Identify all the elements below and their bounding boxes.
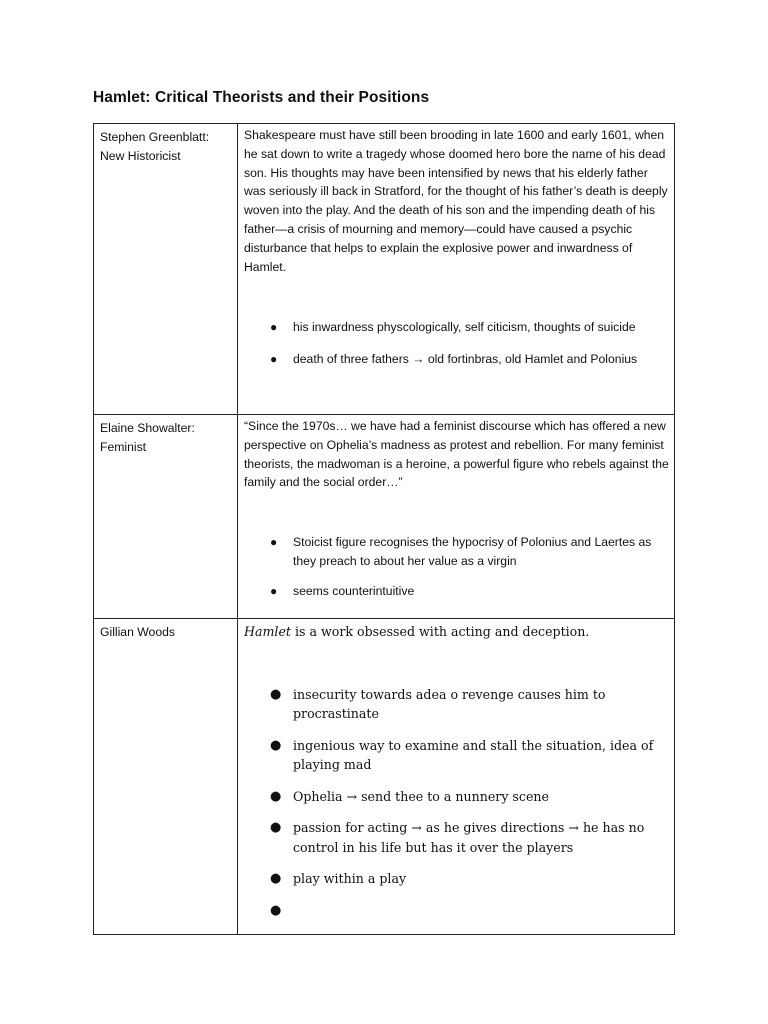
note-text (293, 903, 297, 918)
list-item (270, 787, 669, 807)
note-text: Stoicist figure recognises the hypocrisy of Polonius and Laertes as they preach to about her value as a virgin (293, 535, 652, 568)
note-text: passion for acting → as he gives directions → he has no control in his life but has it over the players (293, 820, 645, 855)
list-item (270, 818, 669, 857)
position-quote: Shakespeare must have still been brooding in late 1600 and early 1601, when he sat down to write a tragedy whose doomed hero bore the name of his dead son. His thoughts may have been intensified by news that his elderly father was seriously ill back in Stratford, for the thought of his father’s death is deeply woven into the play. And the death of his son and the impending death of his father—a crisis of mourning and memory—could have caused a psychic disturbance that helps to explain the explosive power and inwardness of Hamlet. (244, 128, 668, 274)
bullet-icon: ● (270, 352, 278, 367)
bullet-icon: ● (270, 686, 282, 702)
bullet-icon: ● (270, 871, 282, 886)
note-text: ingenious way to examine and stall the situation, idea of playing mad (293, 737, 654, 772)
bullet-icon: ● (270, 737, 282, 753)
note-text: insecurity towards adea o revenge causes him to procrastinate (293, 686, 606, 721)
table-row (94, 415, 675, 619)
position-cell (238, 415, 675, 619)
theorist-name: Stephen Greenblatt: (100, 130, 210, 144)
note-text: play within a play (293, 871, 407, 886)
list-item (270, 582, 669, 601)
bullet-icon: ● (270, 902, 282, 918)
theorist-name-cell (94, 415, 238, 619)
bullet-icon: ● (270, 820, 282, 835)
theorists-table (93, 123, 675, 935)
theorist-name: Gillian Woods (100, 625, 175, 639)
table-row (94, 619, 675, 935)
theorist-name-cell (94, 619, 238, 935)
list-item (270, 685, 669, 724)
position-cell (238, 124, 675, 415)
note-text: seems counterintuitive (293, 583, 415, 598)
bullet-icon: ● (270, 583, 278, 598)
notes-list (244, 685, 669, 921)
bullet-icon: ● (270, 535, 278, 550)
list-item (270, 533, 669, 571)
theorist-name: Elaine Showalter: (100, 421, 195, 435)
table-row (94, 124, 675, 415)
list-item (270, 736, 669, 775)
position-lead (244, 621, 669, 642)
position-quote: “Since the 1970s… we have had a feminist discourse which has offered a new perspective on Ophelia’s madness as protest and rebellion. For many feminist theorists, the madwoman is a heroine, a powerful figure who rebels against the family and the social order…” (244, 419, 669, 490)
position-cell (238, 619, 675, 935)
bullet-icon: ● (270, 788, 282, 804)
bullet-icon: ● (270, 320, 278, 335)
play-title: Hamlet (244, 624, 291, 639)
notes-list (244, 533, 669, 600)
list-item (270, 350, 669, 369)
theorist-school: Feminist (100, 440, 147, 454)
notes-list (244, 318, 669, 369)
note-text: Ophelia → send thee to a nunnery scene (293, 788, 549, 804)
theorist-school: New Historicist (100, 149, 181, 163)
lead-text: is a work obsessed with acting and deception. (290, 624, 590, 639)
page-title: Hamlet: Critical Theorists and their Positions (93, 89, 430, 106)
list-item (270, 901, 669, 921)
list-item (270, 869, 669, 889)
list-item (270, 318, 669, 337)
note-text: his inwardness physcologically, self citicism, thoughts of suicide (293, 320, 636, 335)
note-text: death of three fathers → old fortinbras, old Hamlet and Polonius (293, 352, 638, 367)
theorist-name-cell (94, 124, 238, 415)
